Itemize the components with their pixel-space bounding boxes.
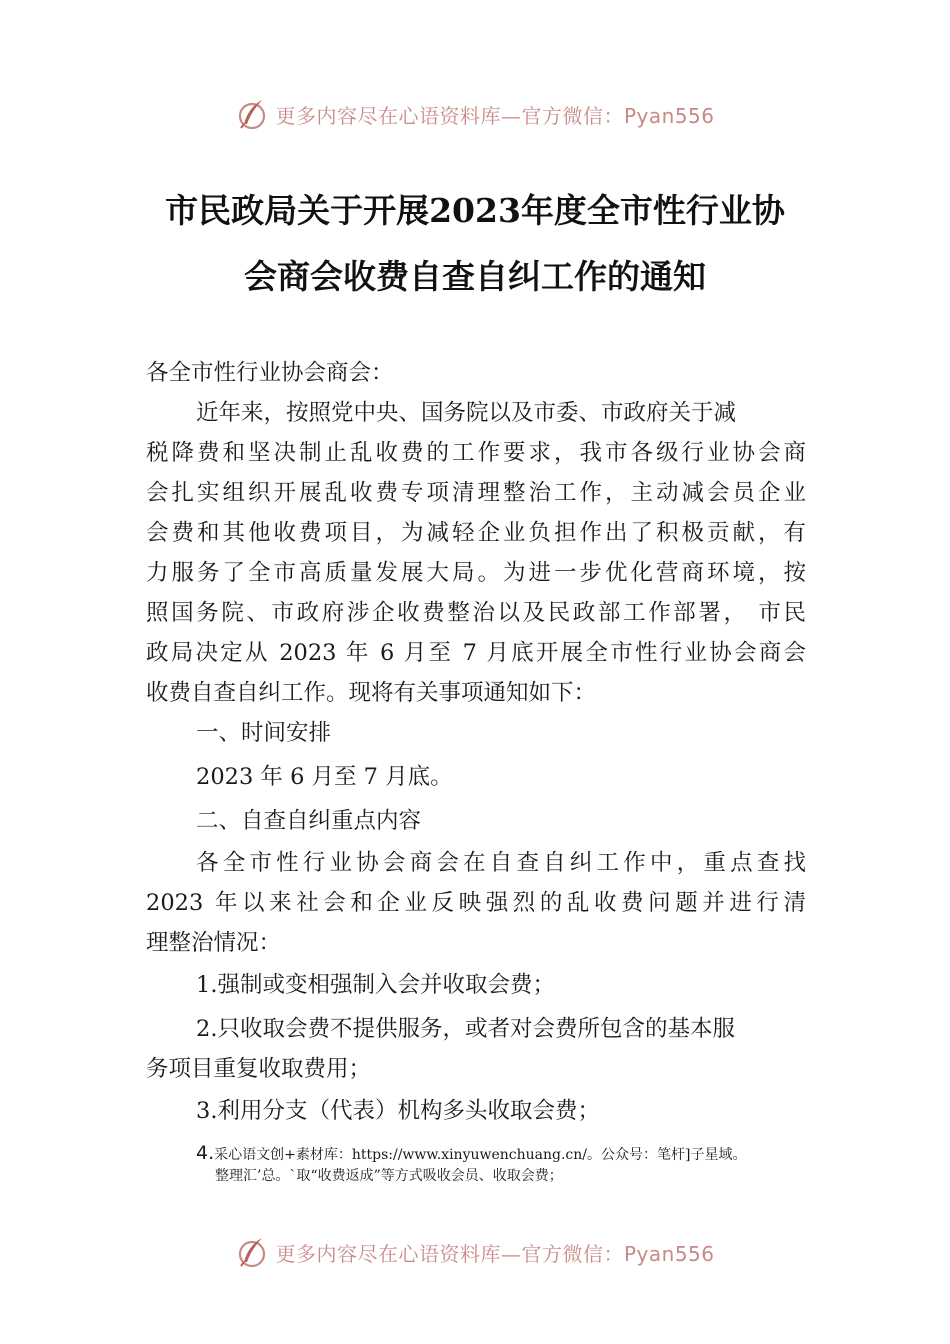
banner-text: 更多内容尽在心语资料库—官方微信：Pyan556 [275,103,715,128]
intro-line: 税降费和坚决制止乱收费的工作要求，我市各级行业协会商 [146,440,806,466]
title-line-1: 市民政局关于开展2023年度全市性行业协 [165,191,785,230]
intro-line: 力服务了全市高质量发展大局。为进一步优化营商环境，按 [146,560,806,586]
intro-line: 近年来，按照党中央、国务院以及市委、市政府关于减 [196,400,737,426]
section-2-line: 2023 年以来社会和企业反映强烈的乱收费问题并进行清 [146,890,806,916]
intro-line: 会费和其他收费项目，为减轻企业负担作出了积极贡献，有 [146,520,806,546]
wechat-id: Pyan556 [623,103,715,128]
header-watermark-banner [0,94,950,134]
title-line-2: 会商会收费自查自纠工作的通知 [244,257,706,296]
feather-pen-circle-icon [235,97,269,131]
list-item-2-cont: 务项目重复收取费用； [146,1056,372,1082]
watermark-inline-text: 采心语文创+素材库：https://www.xinyuwenchuang.cn/。公众号：笔杆]子星域。 [214,1147,747,1163]
section-2-line: 理整治情况： [146,930,282,956]
intro-line: 会扎实组织开展乱收费专项清理整治工作，主动减会员企业 [146,480,806,506]
document-title [100,178,850,310]
intro-line: 政局决定从 2023 年 6 月至 7 月底开展全市性行业协会商会 [146,640,806,666]
banner-text: 更多内容尽在心语资料库—官方微信：Pyan556 [275,1241,715,1266]
list-item-3: 3.利用分支（代表）机构多头收取会费； [196,1098,600,1124]
list-item-4-line-2: 整理汇’总。`取“收费返成”等方式吸收会员、收取会费； [215,1168,563,1184]
intro-line: 收费自查自纠工作。现将有关事项通知如下： [146,680,597,706]
section-2-heading: 二、自查自纠重点内容 [196,808,422,834]
list-item-4-line-1 [196,1142,746,1164]
feather-pen-circle-icon [235,1235,269,1269]
wechat-id: Pyan556 [623,1241,715,1266]
list-item-1: 1.强制或变相强制入会并收取会费； [196,972,555,998]
section-2-line: 各全市性行业协会商会在自查自纠工作中，重点查找 [196,850,806,876]
list-item-4-number: 4. [196,1142,215,1164]
list-item-2: 2.只收取会费不提供服务，或者对会费所包含的基本服 [196,1016,735,1042]
salutation: 各全市性行业协会商会： [146,360,394,386]
intro-line: 照国务院、市政府涉企收费整治以及民政部工作部署， 市民 [146,600,806,626]
section-1-heading: 一、时间安排 [196,720,332,746]
footer-watermark-banner [0,1232,950,1272]
section-1-content: 2023 年 6 月至 7 月底。 [196,764,453,790]
